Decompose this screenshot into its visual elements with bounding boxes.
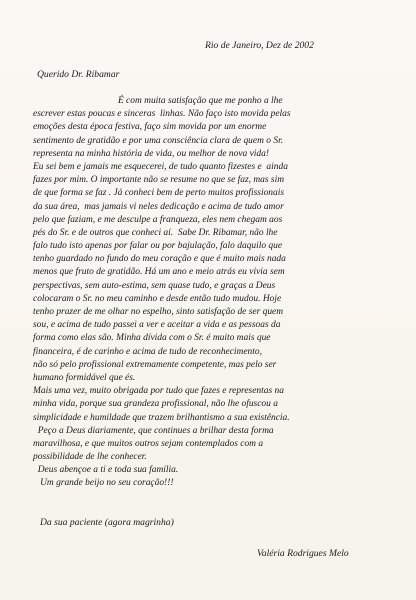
body-line: Deus abençoe a ti e toda sua família. [33, 465, 179, 476]
body-line: não só pelo profissional extremamente competente, mas pelo ser [33, 359, 277, 370]
body-line: maravilhosa, e que muitos outros sejam contemplados com a [33, 438, 264, 449]
body-line: escrever estas poucas e sinceras linhas. Não faço isto movida pelas [33, 109, 291, 120]
body-line: Eu sei bem e jamais me esquecerei, de tudo quanto fizestes e ainda [33, 161, 288, 172]
body-line: pelo que faziam, e me desculpe a franqueza, eles nem chegam aos [33, 214, 283, 225]
body-line: menos que fruto de gratidão. Há um ano e meio atrás eu vivia sem [33, 267, 285, 278]
body-line: Mais uma vez, muito obrigada por tudo que fazes e representas na [33, 386, 284, 397]
body-line: É com muita satisfação que me ponho a lhe [33, 96, 283, 106]
body-line: perspectivas, sem auto-estima, sem quase tudo, e graças a Deus [33, 280, 276, 291]
body-line: fazes por mim. O importante não se resume no que se faz, mas sim [33, 175, 285, 186]
body-line: emoções desta época festiva, faço sim movida por um enorme [33, 122, 267, 133]
body-line: da sua área, mas jamais vi neles dedicação e acima de tudo amor [33, 201, 284, 212]
body-line: financeira, é de carinho e acima de tudo de reconhecimento, [33, 346, 262, 357]
body-line: forma como elas são. Minha dívida com o Sr. é muito mais que [33, 333, 271, 344]
letter-body [33, 95, 413, 491]
body-line: pés do Sr. e de outros que conheci aí. Sabe Dr. Ribamar, não lhe [33, 227, 278, 238]
letter-salutation: Querido Dr. Ribamar [37, 69, 120, 80]
letter-date: Rio de Janeiro, Dez de 2002 [205, 40, 314, 51]
letter-signature: Valéria Rodrigues Melo [257, 548, 349, 559]
body-line: representa na minha história de vida, ou melhor de nova vida! [33, 148, 269, 159]
body-line: minha vida, porque sua grandeza profissional, não lhe ofuscou a [33, 399, 278, 410]
body-line: tenho prazer de me olhar no espelho, sinto satisfação de ser quem [33, 307, 284, 317]
body-line: tenho guardado no fundo do meu coração e que é muito mais nada [33, 254, 286, 265]
body-line: simplicidade e humildade que trazem brilhantismo a sua existência. [33, 412, 290, 423]
body-line: sou, e acima de tudo passei a ver e aceitar a vida e as pessoas da [33, 320, 281, 331]
body-line: possibilidade de lhe conhecer. [33, 452, 147, 463]
body-line: humano formidável que és. [33, 372, 136, 383]
body-line: Um grande beijo no seu coração!!! [33, 478, 174, 489]
letter-closing: Da sua paciente (agora magrinha) [40, 517, 174, 528]
body-line: colocaram o Sr. no meu caminho e desde então tudo mudou. Hoje [33, 293, 282, 304]
body-line: falo tudo isto apenas por falar ou por bajulação, falo daquilo que [33, 241, 283, 252]
body-line: de que forma se faz . Já conheci bem de perto muitos profissionais [33, 188, 285, 199]
body-line: Peço a Deus diariamente, que continues a brilhar desta forma [33, 425, 274, 436]
body-line: sentimento de gratidão e por uma consciência clara de quem o Sr. [33, 135, 284, 146]
